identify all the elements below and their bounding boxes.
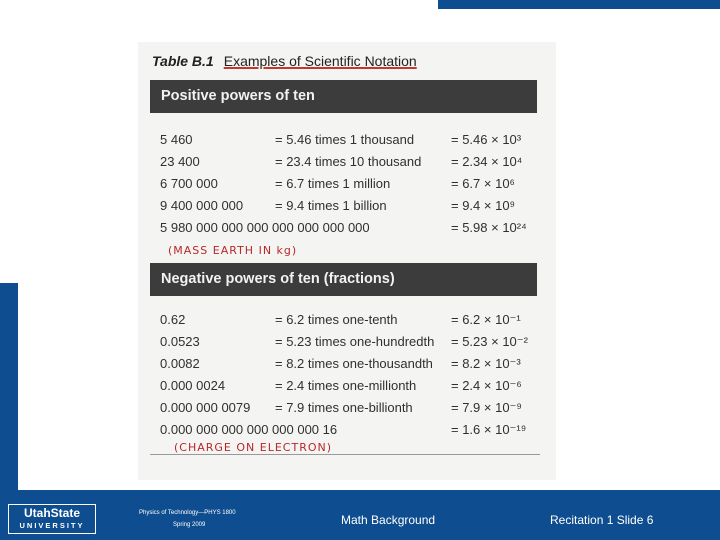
handwritten-annotation-electron-charge: (CHARGE ON ELECTRON) [174, 441, 333, 454]
number-cell: 23 400 [160, 154, 200, 169]
table-label: Table B.1 [152, 53, 214, 69]
number-cell: 0.0523 [160, 334, 200, 349]
slide-topic: Math Background [341, 513, 436, 527]
table-row [138, 354, 556, 374]
scientific-cell: = 2.4 × 10⁻⁶ [451, 378, 522, 393]
number-cell: 5 980 000 000 000 000 000 000 000 [160, 220, 370, 235]
number-cell: 0.000 000 0079 [160, 400, 251, 415]
scientific-cell: = 5.23 × 10⁻² [451, 334, 528, 349]
number-cell: 6 700 000 [160, 176, 218, 191]
expansion-cell: = 7.9 times one-billionth [275, 400, 413, 415]
scientific-cell: = 5.46 × 10³ [451, 132, 522, 147]
scientific-cell: = 8.2 × 10⁻³ [451, 356, 521, 371]
scientific-cell: = 7.9 × 10⁻⁹ [451, 400, 522, 415]
slide-number: Recitation 1 Slide 6 [550, 513, 654, 527]
logo-subtitle: UNIVERSITY [19, 521, 85, 530]
course-name: Physics of Technology—PHYS 1800 [139, 510, 236, 516]
table-row [138, 420, 556, 440]
expansion-cell: = 23.4 times 10 thousand [275, 154, 422, 169]
top-accent-bar [438, 0, 720, 9]
logo-wordmark: UtahState [23, 506, 80, 520]
scientific-cell: = 2.34 × 10⁴ [451, 154, 523, 169]
number-cell: 0.0082 [160, 356, 200, 371]
expansion-cell: = 9.4 times 1 billion [275, 198, 387, 213]
scientific-cell: = 5.98 × 10²⁴ [451, 220, 527, 235]
scientific-cell: = 6.7 × 10⁶ [451, 176, 515, 191]
table-row [138, 332, 556, 352]
table-row [138, 130, 556, 150]
table-title [152, 53, 417, 69]
expansion-cell: = 8.2 times one-thousandth [275, 356, 433, 371]
table-row [138, 218, 556, 238]
usu-logo [8, 504, 96, 534]
semester: Spring 2009 [173, 522, 206, 528]
scientific-cell: = 1.6 × 10⁻¹⁹ [451, 422, 527, 437]
number-cell: 0.000 0024 [160, 378, 226, 393]
number-cell: 9 400 000 000 [160, 198, 244, 213]
expansion-cell: = 6.7 times 1 million [275, 176, 391, 191]
scientific-cell: = 9.4 × 10⁹ [451, 198, 516, 213]
table-row [138, 196, 556, 216]
expansion-cell: = 5.46 times 1 thousand [275, 132, 415, 147]
positive-powers-header: Positive powers of ten [150, 80, 537, 113]
number-cell: 0.62 [160, 312, 186, 327]
left-accent-band [0, 283, 18, 490]
number-cell: 5 460 [160, 132, 193, 147]
table-row [138, 398, 556, 418]
table-row [138, 376, 556, 396]
scientific-cell: = 6.2 × 10⁻¹ [451, 312, 521, 327]
negative-powers-header: Negative powers of ten (fractions) [150, 263, 537, 296]
table-bottom-rule [150, 454, 540, 455]
number-cell: 0.000 000 000 000 000 000 16 [160, 422, 338, 437]
table-row [138, 152, 556, 172]
scanned-table-image [138, 42, 556, 480]
table-row [138, 310, 556, 330]
expansion-cell: = 2.4 times one-millionth [275, 378, 417, 393]
expansion-cell: = 6.2 times one-tenth [275, 312, 398, 327]
table-row [138, 174, 556, 194]
table-title-text: Examples of Scientific Notation [223, 53, 417, 69]
handwritten-annotation-mass-earth: (MASS EARTH IN kg) [168, 244, 298, 257]
expansion-cell: = 5.23 times one-hundredth [275, 334, 435, 349]
